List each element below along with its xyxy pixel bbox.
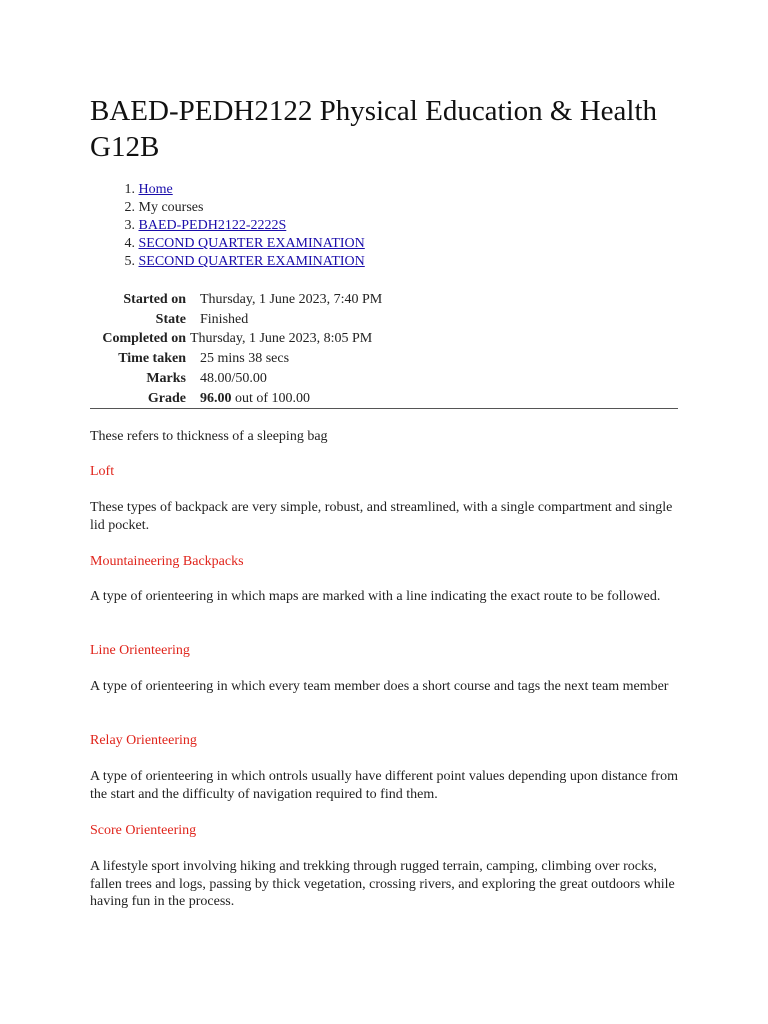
breadcrumb-link-home[interactable]: Home <box>138 182 173 197</box>
question-text: A lifestyle sport involving hiking and trekking through rugged terrain, camping, climbing over rocks, fallen trees and logs, passing by thick vegetation, crossing rivers, and exploring the great outdoors while having fun in the process. <box>90 859 675 909</box>
question-text: A type of orienteering in which maps are marked with a line indicating the exact route to be followed. <box>90 589 661 604</box>
page-title: BAED-PEDH2122 Physical Education & Health G12B <box>90 95 658 163</box>
breadcrumb-link-course[interactable]: BAED-PEDH2122-2222S <box>138 218 287 233</box>
summary-row-completed <box>90 329 678 349</box>
question-text: A type of orienteering in which ontrols usually have different point values depending upon distance from the start and the difficulty of navigation required to find them. <box>90 769 678 802</box>
breadcrumb-item <box>90 181 365 199</box>
summary-value: 25 mins 38 secs <box>200 351 290 367</box>
answer-text: Relay Orienteering <box>90 733 197 748</box>
summary-label: Grade <box>147 390 186 406</box>
attempt-summary-table <box>90 290 678 409</box>
answer-text: Line Orienteering <box>90 643 190 658</box>
grade-score: 96.00 <box>200 390 232 406</box>
breadcrumb-link-exam-section[interactable]: SECOND QUARTER EXAMINATION <box>138 236 365 251</box>
summary-row-marks <box>90 369 678 389</box>
summary-value <box>186 389 678 409</box>
answer-text: Mountaineering Backpacks <box>90 554 244 569</box>
answer-text: Score Orienteering <box>90 823 197 838</box>
summary-value: Thursday, 1 June 2023, 7:40 PM <box>200 292 383 307</box>
breadcrumb-item <box>90 217 365 235</box>
summary-row-time-taken <box>90 349 678 369</box>
breadcrumb <box>90 181 365 271</box>
breadcrumb-item <box>90 199 365 217</box>
breadcrumb-text-my-courses: My courses <box>138 200 204 215</box>
summary-label: Time taken <box>118 351 186 367</box>
question-text: A type of orienteering in which every team member does a short course and tags the next team member <box>90 679 669 694</box>
grade-out-of: out of 100.00 <box>235 390 311 406</box>
summary-label: Completed on <box>102 331 186 347</box>
answer-text: Loft <box>90 464 115 479</box>
summary-row-started <box>90 290 678 310</box>
summary-row-grade <box>90 389 678 409</box>
breadcrumb-item <box>90 235 365 253</box>
summary-value: 48.00/50.00 <box>200 370 267 386</box>
summary-row-state <box>90 310 678 330</box>
breadcrumb-link-exam[interactable]: SECOND QUARTER EXAMINATION <box>138 254 365 269</box>
breadcrumb-number: 3. <box>124 218 135 233</box>
summary-value: Thursday, 1 June 2023, 8:05 PM <box>190 331 373 347</box>
breadcrumb-item <box>90 253 365 271</box>
summary-label: Marks <box>146 370 186 386</box>
summary-label: Started on <box>123 292 186 307</box>
breadcrumb-number: 5. <box>124 254 135 269</box>
breadcrumb-number: 4. <box>124 236 135 251</box>
breadcrumb-number: 2. <box>124 200 135 215</box>
summary-value: Finished <box>200 311 249 327</box>
question-text: These types of backpack are very simple, robust, and streamlined, with a single compartment and single lid pocket. <box>90 500 673 533</box>
summary-label: State <box>155 311 186 327</box>
question-text: These refers to thickness of a sleeping bag <box>90 429 328 444</box>
breadcrumb-number: 1. <box>124 182 135 197</box>
